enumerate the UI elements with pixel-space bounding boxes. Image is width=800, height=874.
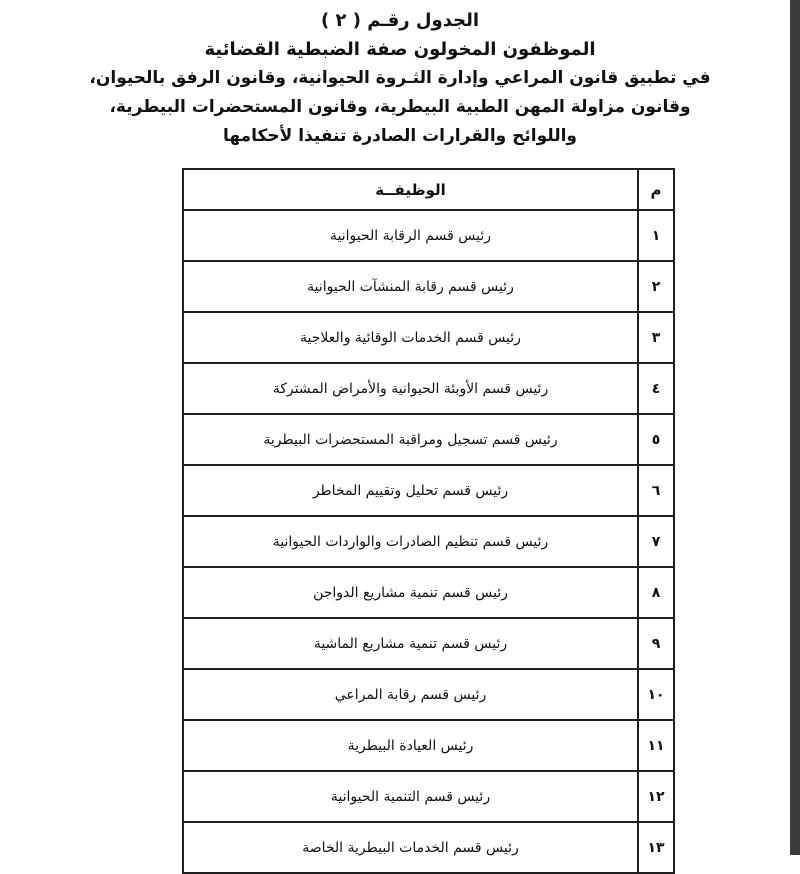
table-row bbox=[183, 669, 674, 720]
officials-table bbox=[182, 168, 675, 874]
document-header bbox=[30, 6, 770, 151]
job-title: رئيس قسم تسجيل ومراقبة المستحضرات البيطرية bbox=[183, 414, 638, 465]
table-row bbox=[183, 720, 674, 771]
job-title: رئيس قسم تنمية مشاريع الدواجن bbox=[183, 567, 638, 618]
table-row bbox=[183, 414, 674, 465]
row-number: ١٠ bbox=[638, 669, 674, 720]
table-body bbox=[183, 210, 674, 873]
row-number: ١ bbox=[638, 210, 674, 261]
table-header-row bbox=[183, 169, 674, 210]
table-row bbox=[183, 516, 674, 567]
job-title: رئيس قسم الأوبئة الحيوانية والأمراض المشتركة bbox=[183, 363, 638, 414]
row-number: ٤ bbox=[638, 363, 674, 414]
column-header-job: الوظيفــة bbox=[183, 169, 638, 210]
row-number: ١١ bbox=[638, 720, 674, 771]
job-title: رئيس قسم الخدمات البيطرية الخاصة bbox=[183, 822, 638, 873]
job-title: رئيس قسم تحليل وتقييم المخاطر bbox=[183, 465, 638, 516]
job-title: رئيس قسم تنمية مشاريع الماشية bbox=[183, 618, 638, 669]
table-description-line-2: وقانون مزاولة المهن الطبية البيطرية، وقانون المستحضرات البيطرية، bbox=[109, 97, 691, 117]
table-row bbox=[183, 771, 674, 822]
table-subtitle: الموظفون المخولون صفة الضبطية القضائية bbox=[204, 39, 596, 60]
table-row bbox=[183, 822, 674, 873]
job-title: رئيس قسم رقابة المراعي bbox=[183, 669, 638, 720]
table-row bbox=[183, 363, 674, 414]
table-row bbox=[183, 465, 674, 516]
row-number: ٩ bbox=[638, 618, 674, 669]
row-number: ٣ bbox=[638, 312, 674, 363]
job-title: رئيس قسم رقابة المنشآت الحيوانية bbox=[183, 261, 638, 312]
column-header-number: م bbox=[638, 169, 674, 210]
table-description-line-3: واللوائح والقرارات الصادرة تنفيذا لأحكامها bbox=[223, 126, 577, 146]
table-description-line-1: في تطبيق قانون المراعي وإدارة الثـروة الحيوانية، وقانون الرفق بالحيوان، bbox=[89, 68, 711, 88]
row-number: ٥ bbox=[638, 414, 674, 465]
job-title: رئيس العيادة البيطرية bbox=[183, 720, 638, 771]
table-row bbox=[183, 567, 674, 618]
table-row bbox=[183, 618, 674, 669]
table-row bbox=[183, 261, 674, 312]
row-number: ٢ bbox=[638, 261, 674, 312]
row-number: ١٣ bbox=[638, 822, 674, 873]
row-number: ١٢ bbox=[638, 771, 674, 822]
row-number: ٧ bbox=[638, 516, 674, 567]
job-title: رئيس قسم تنظيم الصادرات والواردات الحيوانية bbox=[183, 516, 638, 567]
page-edge-strip bbox=[790, 0, 800, 855]
row-number: ٦ bbox=[638, 465, 674, 516]
job-title: رئيس قسم التنمية الحيوانية bbox=[183, 771, 638, 822]
job-title: رئيس قسم الرقابة الحيوانية bbox=[183, 210, 638, 261]
table-row bbox=[183, 210, 674, 261]
table-title: الجدول رقـم ( ٢ ) bbox=[320, 10, 480, 31]
row-number: ٨ bbox=[638, 567, 674, 618]
table-row bbox=[183, 312, 674, 363]
job-title: رئيس قسم الخدمات الوقائية والعلاجية bbox=[183, 312, 638, 363]
